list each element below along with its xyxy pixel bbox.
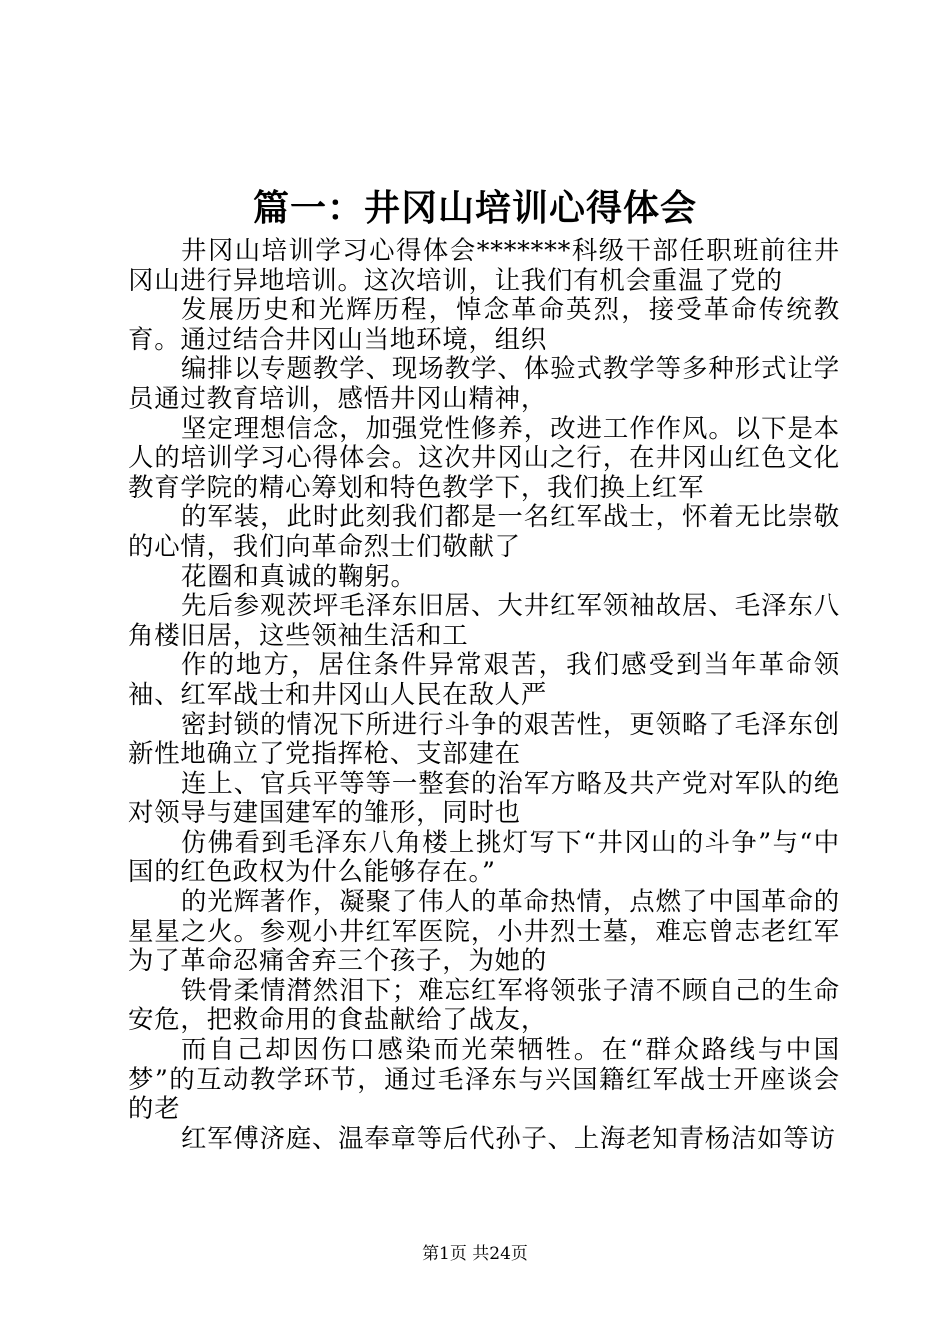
paragraph: 连上、官兵平等等一整套的治军方略及共产党对军队的绝对领导与建国建军的雏形，同时也 — [128, 767, 840, 828]
paragraph: 密封锁的情况下所进行斗争的艰苦性，更领略了毛泽东创新性地确立了党指挥枪、支部建在 — [128, 708, 840, 769]
paragraph: 的军装，此时此刻我们都是一名红军战士，怀着无比崇敬的心情，我们向革命烈士们敬献了 — [128, 501, 840, 561]
document-body — [128, 236, 840, 1153]
document-title: 篇一：井冈山培训心得体会 — [252, 188, 697, 229]
paragraph: 发展历史和光辉历程，悼念革命英烈，接受革命传统教育。通过结合井冈山当地环境，组织 — [128, 294, 840, 354]
paragraph: 编排以专题教学、现场教学、体验式教学等多种形式让学员通过教育培训，感悟井冈山精神， — [128, 353, 840, 413]
page-number-footer: 第1页 共24页 — [422, 1244, 528, 1264]
paragraph: 铁骨柔情潸然泪下；难忘红军将领张子清不顾自己的生命安危，把救命用的食盐献给了战友， — [128, 974, 840, 1035]
paragraph: 的光辉著作，凝聚了伟人的革命热情，点燃了中国革命的星星之火。参观小井红军医院，小井烈士墓，难忘曾志老红军为了革命忍痛舍弃三个孩子，为她的 — [128, 886, 840, 976]
paragraph: 红军傅济庭、温奉章等后代孙子、上海老知青杨洁如等访 — [181, 1122, 836, 1153]
paragraph: 先后参观茨坪毛泽东旧居、大井红军领袖故居、毛泽东八角楼旧居，这些领袖生活和工 — [128, 590, 840, 650]
paragraph: 仿佛看到毛泽东八角楼上挑灯写下“井冈山的斗争”与“中国的红色政权为什么能够存在。” — [128, 826, 840, 887]
paragraph: 而自己却因伤口感染而光荣牺牲。在“群众路线与中国梦”的互动教学环节，通过毛泽东与兴国籍红军战士开座谈会的老 — [128, 1034, 840, 1124]
paragraph: 花圈和真诚的鞠躬。 — [181, 560, 417, 591]
paragraph: 作的地方，居住条件异常艰苦，我们感受到当年革命领袖、红军战士和井冈山人民在敌人严 — [128, 649, 840, 709]
paragraph: 坚定理想信念，加强党性修养，改进工作作风。以下是本人的培训学习心得体会。这次井冈山之行，在井冈山红色文化教育学院的精心筹划和特色教学下，我们换上红军 — [128, 412, 840, 502]
paragraph: 井冈山培训学习心得体会*******科级干部任职班前往井冈山进行异地培训。这次培训，让我们有机会重温了党的 — [128, 235, 840, 295]
